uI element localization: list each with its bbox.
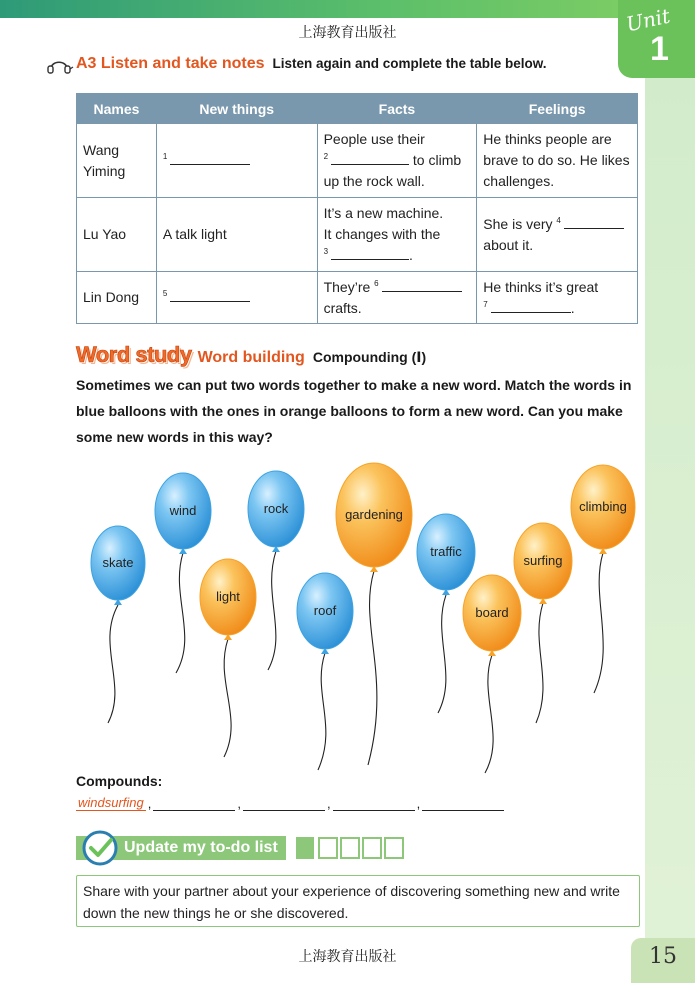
balloon-string [368,571,377,765]
todo-label: Update my to-do list [124,839,278,856]
page-number: 15 [631,938,695,983]
header-names: Names [77,94,157,124]
balloon-word: light [216,589,240,604]
word-study-instruction: Sometimes we can put two words together to make a new word. Match the words in blue balloons with the ones in orange balloons to form a new word. Can you make some new words in this way? [76,377,632,445]
cell-new-thing: 5 [156,272,317,324]
balloons-illustration [0,455,695,775]
table-row [77,124,638,198]
answer-blank-7[interactable] [491,299,571,313]
notes-table [76,93,638,324]
compound-blank[interactable] [153,797,235,811]
answer-blank-3[interactable] [331,246,409,260]
balloon-skate [91,526,145,723]
balloon-word: rock [263,501,289,516]
cell-name: Lin Dong [77,272,157,324]
compound-blank[interactable] [422,797,504,811]
balloon-light [200,559,256,757]
todo-checkbox[interactable] [362,837,382,859]
balloon-word: climbing [579,499,627,514]
table-row [77,198,638,272]
balloon-surfing [514,523,572,723]
balloon-string [438,595,446,713]
balloon-string [318,653,326,770]
answer-blank-1[interactable] [170,151,250,165]
check-circle-icon [82,830,118,866]
balloon-string [594,553,603,693]
word-study-subtitle: Word building [197,349,305,366]
cell-feelings: He thinks it’s great $^7$ . [477,272,638,324]
todo-checkboxes [296,837,406,859]
word-study-topic: Compounding (Ⅰ) [312,349,427,365]
header-new-things: New things [156,94,317,124]
balloon-word: skate [102,555,134,570]
answer-blank-6[interactable] [382,278,462,292]
cell-feelings: He thinks people are brave to do so. He likes challenges. [477,124,638,198]
balloon-word: traffic [430,544,462,559]
top-color-bar [0,0,640,18]
todo-checkbox[interactable] [318,837,338,859]
balloon-string [536,603,543,723]
table-row [77,272,638,324]
todo-task-text: Share with your partner about your experience of discovering something new and write down the new things he or she discovered. [76,875,640,927]
todo-checkbox[interactable] [340,837,360,859]
headset-icon [46,55,74,75]
compound-example: windsurfing [78,795,144,810]
word-study-heading [76,342,426,368]
publisher-footer: 上海教育出版社 [298,949,397,965]
balloon-word: roof [313,603,337,618]
cell-feelings: She is very $^4$ about it. [477,198,638,272]
cell-name: Wang Yiming [77,124,157,198]
balloon-string [224,639,231,757]
cell-new-thing: 1 [156,124,317,198]
todo-checkbox[interactable] [384,837,404,859]
balloon-roof [297,573,353,770]
balloon-word: gardening [345,507,403,522]
answer-blank-2[interactable] [331,151,409,165]
a3-heading [46,55,547,75]
balloon-wind [155,473,211,673]
balloon-string [108,605,118,723]
balloon-climbing [571,465,635,693]
header-feelings: Feelings [477,94,638,124]
answer-blank-5[interactable] [170,288,250,302]
balloon-string [485,655,493,773]
publisher-header: 上海教育出版社 [298,25,397,41]
compound-blank[interactable] [333,797,415,811]
balloon-board [463,575,521,773]
balloon-word: surfing [523,553,563,568]
todo-label-box [76,836,286,860]
cell-facts: They’re $^6$ crafts. [317,272,477,324]
compounds-answer-row: windsurfing , , , , [76,795,504,811]
todo-heading [76,836,406,860]
cell-name: Lu Yao [77,198,157,272]
unit-number: 1 [650,30,669,68]
compound-blank[interactable] [243,797,325,811]
table-header-row [77,94,638,124]
unit-word: Unit [623,3,673,37]
compounds-label: Compounds: [76,773,163,789]
balloon-word: board [475,605,509,620]
cell-facts: People use their $^2$ to climb up the rock wall. [317,124,477,198]
balloon-word: wind [169,503,197,518]
todo-box-filled [296,837,314,859]
cell-new-thing: A talk light [156,198,317,272]
a3-title: A3 Listen and take notes [76,55,265,72]
balloon-string [176,553,185,673]
balloon-string [268,551,276,670]
balloon-rock [248,471,304,670]
cell-facts: It’s a new machine. It changes with the $^3$ . [317,198,477,272]
header-facts: Facts [317,94,477,124]
answer-blank-4[interactable] [564,215,624,229]
a3-instruction: Listen again and complete the table below. [272,56,547,71]
word-study-title: Word study [76,342,192,367]
